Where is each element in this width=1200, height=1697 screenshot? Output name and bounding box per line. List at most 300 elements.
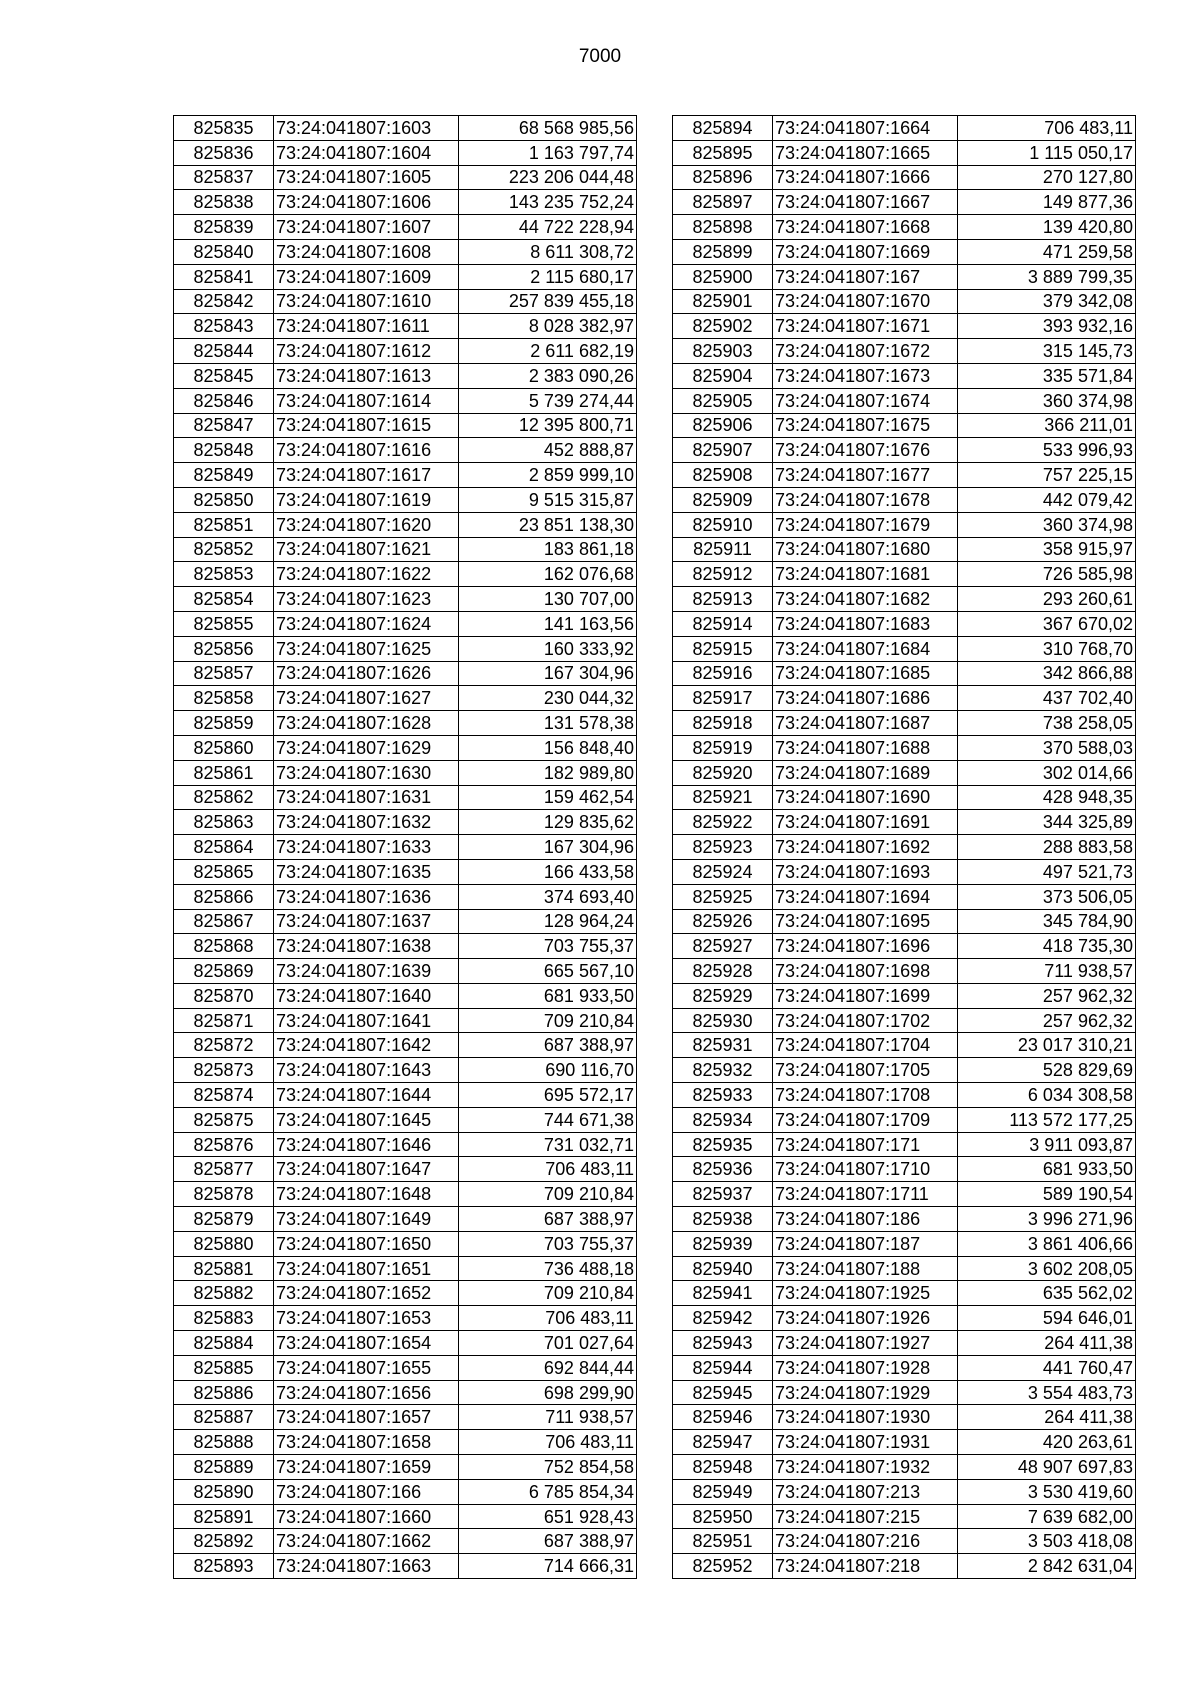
table-row (174, 264, 637, 289)
cadastral-number-cell: 73:24:041807:171 (773, 1132, 958, 1157)
cadastral-number-cell: 73:24:041807:213 (773, 1479, 958, 1504)
value-cell: 344 325,89 (958, 810, 1136, 835)
cadastral-number-cell: 73:24:041807:1642 (274, 1033, 459, 1058)
cadastral-number-cell: 73:24:041807:215 (773, 1504, 958, 1529)
table-row (673, 264, 1136, 289)
record-number-cell: 825874 (174, 1083, 274, 1108)
cadastral-number-cell: 73:24:041807:1643 (274, 1058, 459, 1083)
cadastral-number-cell: 73:24:041807:1690 (773, 785, 958, 810)
value-cell: 681 933,50 (459, 983, 637, 1008)
table-row (174, 983, 637, 1008)
cadastral-number-cell: 73:24:041807:1645 (274, 1107, 459, 1132)
value-cell: 711 938,57 (958, 959, 1136, 984)
value-cell: 681 933,50 (958, 1157, 1136, 1182)
record-number-cell: 825885 (174, 1355, 274, 1380)
value-cell: 736 488,18 (459, 1256, 637, 1281)
cadastral-number-cell: 73:24:041807:1616 (274, 438, 459, 463)
page-number: 7000 (578, 46, 622, 67)
cadastral-number-cell: 73:24:041807:1667 (773, 190, 958, 215)
record-number-cell: 825890 (174, 1479, 274, 1504)
value-cell: 167 304,96 (459, 661, 637, 686)
cadastral-number-cell: 73:24:041807:1687 (773, 711, 958, 736)
record-number-cell: 825925 (673, 884, 773, 909)
cadastral-number-cell: 73:24:041807:1624 (274, 611, 459, 636)
value-cell: 442 079,42 (958, 487, 1136, 512)
value-cell: 3 602 208,05 (958, 1256, 1136, 1281)
value-cell: 706 483,11 (958, 116, 1136, 141)
record-number-cell: 825905 (673, 388, 773, 413)
cadastral-number-cell: 73:24:041807:1631 (274, 785, 459, 810)
cadastral-number-cell: 73:24:041807:1647 (274, 1157, 459, 1182)
value-cell: 594 646,01 (958, 1306, 1136, 1331)
record-number-cell: 825842 (174, 289, 274, 314)
cadastral-number-cell: 73:24:041807:1686 (773, 686, 958, 711)
value-cell: 528 829,69 (958, 1058, 1136, 1083)
cadastral-number-cell: 73:24:041807:1657 (274, 1405, 459, 1430)
table-row (174, 1281, 637, 1306)
record-number-cell: 825934 (673, 1107, 773, 1132)
value-cell: 2 115 680,17 (459, 264, 637, 289)
table-row (673, 1256, 1136, 1281)
value-cell: 3 554 483,73 (958, 1380, 1136, 1405)
record-number-cell: 825895 (673, 140, 773, 165)
record-number-cell: 825936 (673, 1157, 773, 1182)
cadastral-number-cell: 73:24:041807:1663 (274, 1554, 459, 1579)
value-cell: 5 739 274,44 (459, 388, 637, 413)
cadastral-number-cell: 73:24:041807:1679 (773, 512, 958, 537)
value-cell: 2 383 090,26 (459, 363, 637, 388)
cadastral-number-cell: 73:24:041807:166 (274, 1479, 459, 1504)
value-cell: 345 784,90 (958, 909, 1136, 934)
cadastral-number-cell: 73:24:041807:1648 (274, 1182, 459, 1207)
value-cell: 44 722 228,94 (459, 215, 637, 240)
cadastral-number-cell: 73:24:041807:1622 (274, 562, 459, 587)
value-cell: 335 571,84 (958, 363, 1136, 388)
value-cell: 709 210,84 (459, 1182, 637, 1207)
value-cell: 2 611 682,19 (459, 339, 637, 364)
cadastral-number-cell: 73:24:041807:1668 (773, 215, 958, 240)
value-cell: 23 851 138,30 (459, 512, 637, 537)
record-number-cell: 825920 (673, 760, 773, 785)
value-cell: 635 562,02 (958, 1281, 1136, 1306)
record-number-cell: 825950 (673, 1504, 773, 1529)
table-row (673, 1430, 1136, 1455)
cadastral-number-cell: 73:24:041807:1678 (773, 487, 958, 512)
record-number-cell: 825951 (673, 1529, 773, 1554)
value-cell: 3 503 418,08 (958, 1529, 1136, 1554)
record-number-cell: 825940 (673, 1256, 773, 1281)
record-number-cell: 825886 (174, 1380, 274, 1405)
table-row (673, 363, 1136, 388)
value-cell: 703 755,37 (459, 1231, 637, 1256)
table-row (673, 1231, 1136, 1256)
cadastral-number-cell: 73:24:041807:1652 (274, 1281, 459, 1306)
value-cell: 706 483,11 (459, 1157, 637, 1182)
record-number-cell: 825836 (174, 140, 274, 165)
record-number-cell: 825868 (174, 934, 274, 959)
table-row (673, 611, 1136, 636)
record-number-cell: 825862 (174, 785, 274, 810)
record-number-cell: 825881 (174, 1256, 274, 1281)
cadastral-number-cell: 73:24:041807:1617 (274, 463, 459, 488)
cadastral-number-cell: 73:24:041807:216 (773, 1529, 958, 1554)
cadastral-number-cell: 73:24:041807:1619 (274, 487, 459, 512)
table-row (673, 165, 1136, 190)
value-cell: 589 190,54 (958, 1182, 1136, 1207)
value-cell: 264 411,38 (958, 1405, 1136, 1430)
record-number-cell: 825918 (673, 711, 773, 736)
table-row (673, 760, 1136, 785)
value-cell: 129 835,62 (459, 810, 637, 835)
cadastral-number-cell: 73:24:041807:1608 (274, 239, 459, 264)
table-row (174, 909, 637, 934)
record-number-cell: 825870 (174, 983, 274, 1008)
value-cell: 393 932,16 (958, 314, 1136, 339)
value-cell: 757 225,15 (958, 463, 1136, 488)
record-number-cell: 825896 (673, 165, 773, 190)
table-row (673, 884, 1136, 909)
cadastral-number-cell: 73:24:041807:1610 (274, 289, 459, 314)
record-number-cell: 825839 (174, 215, 274, 240)
cadastral-number-cell: 73:24:041807:1925 (773, 1281, 958, 1306)
value-cell: 367 670,02 (958, 611, 1136, 636)
table-row (174, 1355, 637, 1380)
cadastral-number-cell: 73:24:041807:1628 (274, 711, 459, 736)
cadastral-number-cell: 73:24:041807:1615 (274, 413, 459, 438)
cadastral-number-cell: 73:24:041807:1626 (274, 661, 459, 686)
table-row (174, 1256, 637, 1281)
value-cell: 3 911 093,87 (958, 1132, 1136, 1157)
value-cell: 1 115 050,17 (958, 140, 1136, 165)
value-cell: 358 915,97 (958, 537, 1136, 562)
value-cell: 315 145,73 (958, 339, 1136, 364)
cadastral-number-cell: 73:24:041807:1641 (274, 1008, 459, 1033)
record-number-cell: 825879 (174, 1207, 274, 1232)
value-cell: 373 506,05 (958, 884, 1136, 909)
table-row (174, 438, 637, 463)
value-cell: 342 866,88 (958, 661, 1136, 686)
value-cell: 310 768,70 (958, 636, 1136, 661)
record-number-cell: 825878 (174, 1182, 274, 1207)
value-cell: 131 578,38 (459, 711, 637, 736)
record-number-cell: 825937 (673, 1182, 773, 1207)
table-row (174, 1306, 637, 1331)
value-cell: 8 028 382,97 (459, 314, 637, 339)
record-number-cell: 825860 (174, 735, 274, 760)
cadastral-number-cell: 73:24:041807:1623 (274, 587, 459, 612)
cadastral-number-cell: 73:24:041807:1699 (773, 983, 958, 1008)
value-cell: 687 388,97 (459, 1529, 637, 1554)
record-number-cell: 825866 (174, 884, 274, 909)
value-cell: 420 263,61 (958, 1430, 1136, 1455)
value-cell: 166 433,58 (459, 859, 637, 884)
record-number-cell: 825943 (673, 1331, 773, 1356)
value-cell: 706 483,11 (459, 1306, 637, 1331)
table-row (673, 463, 1136, 488)
record-number-cell: 825850 (174, 487, 274, 512)
cadastral-number-cell: 73:24:041807:1688 (773, 735, 958, 760)
table-row (174, 1405, 637, 1430)
table-row (673, 1008, 1136, 1033)
cadastral-number-cell: 73:24:041807:1625 (274, 636, 459, 661)
record-number-cell: 825855 (174, 611, 274, 636)
table-row (174, 190, 637, 215)
table-row (174, 512, 637, 537)
table-row (673, 735, 1136, 760)
record-number-cell: 825913 (673, 587, 773, 612)
table-row (673, 1058, 1136, 1083)
record-number-cell: 825939 (673, 1231, 773, 1256)
record-number-cell: 825835 (174, 116, 274, 141)
record-number-cell: 825909 (673, 487, 773, 512)
value-cell: 452 888,87 (459, 438, 637, 463)
value-cell: 264 411,38 (958, 1331, 1136, 1356)
cadastral-number-cell: 73:24:041807:1680 (773, 537, 958, 562)
record-number-cell: 825926 (673, 909, 773, 934)
cadastral-number-cell: 73:24:041807:1607 (274, 215, 459, 240)
cadastral-number-cell: 73:24:041807:186 (773, 1207, 958, 1232)
table-row (673, 1107, 1136, 1132)
value-cell: 160 333,92 (459, 636, 637, 661)
value-cell: 471 259,58 (958, 239, 1136, 264)
cadastral-number-cell: 73:24:041807:1605 (274, 165, 459, 190)
table-row (174, 339, 637, 364)
table-row (673, 983, 1136, 1008)
value-cell: 744 671,38 (459, 1107, 637, 1132)
value-cell: 428 948,35 (958, 785, 1136, 810)
value-cell: 257 962,32 (958, 1008, 1136, 1033)
value-cell: 701 027,64 (459, 1331, 637, 1356)
value-cell: 379 342,08 (958, 289, 1136, 314)
record-number-cell: 825849 (174, 463, 274, 488)
table-row (673, 438, 1136, 463)
cadastral-number-cell: 73:24:041807:1673 (773, 363, 958, 388)
record-number-cell: 825897 (673, 190, 773, 215)
table-row (673, 1157, 1136, 1182)
cadastral-number-cell: 73:24:041807:1677 (773, 463, 958, 488)
record-number-cell: 825875 (174, 1107, 274, 1132)
cadastral-number-cell: 73:24:041807:1620 (274, 512, 459, 537)
table-row (673, 661, 1136, 686)
cadastral-number-cell: 73:24:041807:1685 (773, 661, 958, 686)
cadastral-number-cell: 73:24:041807:1655 (274, 1355, 459, 1380)
record-number-cell: 825882 (174, 1281, 274, 1306)
value-cell: 3 861 406,66 (958, 1231, 1136, 1256)
table-row (174, 413, 637, 438)
value-cell: 706 483,11 (459, 1430, 637, 1455)
record-number-cell: 825906 (673, 413, 773, 438)
record-number-cell: 825910 (673, 512, 773, 537)
record-number-cell: 825927 (673, 934, 773, 959)
value-cell: 6 785 854,34 (459, 1479, 637, 1504)
record-number-cell: 825877 (174, 1157, 274, 1182)
table-row (174, 1033, 637, 1058)
record-number-cell: 825841 (174, 264, 274, 289)
record-number-cell: 825931 (673, 1033, 773, 1058)
cadastral-number-cell: 73:24:041807:1931 (773, 1430, 958, 1455)
table-row (174, 487, 637, 512)
table-row (174, 463, 637, 488)
record-number-cell: 825859 (174, 711, 274, 736)
cadastral-number-cell: 73:24:041807:1930 (773, 1405, 958, 1430)
table-row (174, 1207, 637, 1232)
table-row (174, 686, 637, 711)
table-row (174, 1504, 637, 1529)
table-row (673, 388, 1136, 413)
record-number-cell: 825952 (673, 1554, 773, 1579)
record-number-cell: 825902 (673, 314, 773, 339)
table-row (174, 562, 637, 587)
table-row (673, 785, 1136, 810)
table-row (174, 388, 637, 413)
value-cell: 270 127,80 (958, 165, 1136, 190)
table-row (673, 636, 1136, 661)
record-number-cell: 825911 (673, 537, 773, 562)
cadastral-number-cell: 73:24:041807:1650 (274, 1231, 459, 1256)
record-number-cell: 825876 (174, 1132, 274, 1157)
value-cell: 156 848,40 (459, 735, 637, 760)
cadastral-number-cell: 73:24:041807:1683 (773, 611, 958, 636)
table-row (673, 711, 1136, 736)
record-number-cell: 825908 (673, 463, 773, 488)
value-cell: 698 299,90 (459, 1380, 637, 1405)
table-row (673, 1455, 1136, 1480)
table-row (174, 1331, 637, 1356)
value-cell: 692 844,44 (459, 1355, 637, 1380)
record-number-cell: 825946 (673, 1405, 773, 1430)
value-cell: 128 964,24 (459, 909, 637, 934)
table-row (673, 512, 1136, 537)
record-number-cell: 825945 (673, 1380, 773, 1405)
record-number-cell: 825845 (174, 363, 274, 388)
table-row (673, 686, 1136, 711)
record-number-cell: 825840 (174, 239, 274, 264)
cadastral-number-cell: 73:24:041807:1656 (274, 1380, 459, 1405)
value-cell: 159 462,54 (459, 785, 637, 810)
cadastral-number-cell: 73:24:041807:1612 (274, 339, 459, 364)
table-row (174, 1058, 637, 1083)
record-number-cell: 825889 (174, 1455, 274, 1480)
table-row (174, 140, 637, 165)
record-number-cell: 825923 (673, 835, 773, 860)
cadastral-number-cell: 73:24:041807:1709 (773, 1107, 958, 1132)
table-row (673, 934, 1136, 959)
value-cell: 9 515 315,87 (459, 487, 637, 512)
cadastral-number-cell: 73:24:041807:1684 (773, 636, 958, 661)
table-row (673, 1331, 1136, 1356)
table-row (673, 339, 1136, 364)
table-row (673, 859, 1136, 884)
record-number-cell: 825858 (174, 686, 274, 711)
value-cell: 437 702,40 (958, 686, 1136, 711)
cadastral-number-cell: 73:24:041807:1632 (274, 810, 459, 835)
cadastral-number-cell: 73:24:041807:188 (773, 1256, 958, 1281)
cadastral-number-cell: 73:24:041807:1651 (274, 1256, 459, 1281)
cadastral-number-cell: 73:24:041807:1694 (773, 884, 958, 909)
table-row (673, 140, 1136, 165)
record-number-cell: 825844 (174, 339, 274, 364)
table-row (673, 1479, 1136, 1504)
cadastral-number-cell: 73:24:041807:1932 (773, 1455, 958, 1480)
value-cell: 651 928,43 (459, 1504, 637, 1529)
value-cell: 752 854,58 (459, 1455, 637, 1480)
table-row (673, 562, 1136, 587)
table-row (174, 859, 637, 884)
table-row (673, 314, 1136, 339)
table-row (673, 909, 1136, 934)
cadastral-number-cell: 73:24:041807:1929 (773, 1380, 958, 1405)
cadastral-number-cell: 73:24:041807:1927 (773, 1331, 958, 1356)
registry-table-right (672, 115, 1136, 1579)
table-row (673, 1529, 1136, 1554)
registry-table-left (173, 115, 637, 1579)
cadastral-number-cell: 73:24:041807:1674 (773, 388, 958, 413)
record-number-cell: 825948 (673, 1455, 773, 1480)
cadastral-number-cell: 73:24:041807:1689 (773, 760, 958, 785)
table-row (174, 735, 637, 760)
record-number-cell: 825932 (673, 1058, 773, 1083)
record-number-cell: 825917 (673, 686, 773, 711)
cadastral-number-cell: 73:24:041807:1670 (773, 289, 958, 314)
cadastral-number-cell: 73:24:041807:1609 (274, 264, 459, 289)
record-number-cell: 825933 (673, 1083, 773, 1108)
table-row (174, 611, 637, 636)
cadastral-number-cell: 73:24:041807:1640 (274, 983, 459, 1008)
record-number-cell: 825853 (174, 562, 274, 587)
record-number-cell: 825892 (174, 1529, 274, 1554)
cadastral-number-cell: 73:24:041807:1621 (274, 537, 459, 562)
record-number-cell: 825884 (174, 1331, 274, 1356)
table-row (673, 537, 1136, 562)
value-cell: 714 666,31 (459, 1554, 637, 1579)
value-cell: 293 260,61 (958, 587, 1136, 612)
value-cell: 113 572 177,25 (958, 1107, 1136, 1132)
record-number-cell: 825888 (174, 1430, 274, 1455)
cadastral-number-cell: 73:24:041807:1637 (274, 909, 459, 934)
table-row (174, 587, 637, 612)
value-cell: 731 032,71 (459, 1132, 637, 1157)
cadastral-number-cell: 73:24:041807:1629 (274, 735, 459, 760)
cadastral-number-cell: 73:24:041807:1704 (773, 1033, 958, 1058)
record-number-cell: 825900 (673, 264, 773, 289)
table-row (673, 1083, 1136, 1108)
value-cell: 48 907 697,83 (958, 1455, 1136, 1480)
cadastral-number-cell: 73:24:041807:1630 (274, 760, 459, 785)
table-row (174, 1529, 637, 1554)
value-cell: 143 235 752,24 (459, 190, 637, 215)
cadastral-number-cell: 73:24:041807:1676 (773, 438, 958, 463)
cadastral-number-cell: 73:24:041807:1654 (274, 1331, 459, 1356)
cadastral-number-cell: 73:24:041807:1696 (773, 934, 958, 959)
value-cell: 738 258,05 (958, 711, 1136, 736)
value-cell: 8 611 308,72 (459, 239, 637, 264)
table-row (174, 1083, 637, 1108)
table-row (673, 1405, 1136, 1430)
table-row (174, 1479, 637, 1504)
record-number-cell: 825843 (174, 314, 274, 339)
record-number-cell: 825922 (673, 810, 773, 835)
cadastral-number-cell: 73:24:041807:1604 (274, 140, 459, 165)
value-cell: 2 842 631,04 (958, 1554, 1136, 1579)
record-number-cell: 825903 (673, 339, 773, 364)
cadastral-number-cell: 73:24:041807:1928 (773, 1355, 958, 1380)
cadastral-number-cell: 73:24:041807:1646 (274, 1132, 459, 1157)
value-cell: 533 996,93 (958, 438, 1136, 463)
record-number-cell: 825921 (673, 785, 773, 810)
table-row (673, 835, 1136, 860)
table-row (174, 1554, 637, 1579)
record-number-cell: 825928 (673, 959, 773, 984)
